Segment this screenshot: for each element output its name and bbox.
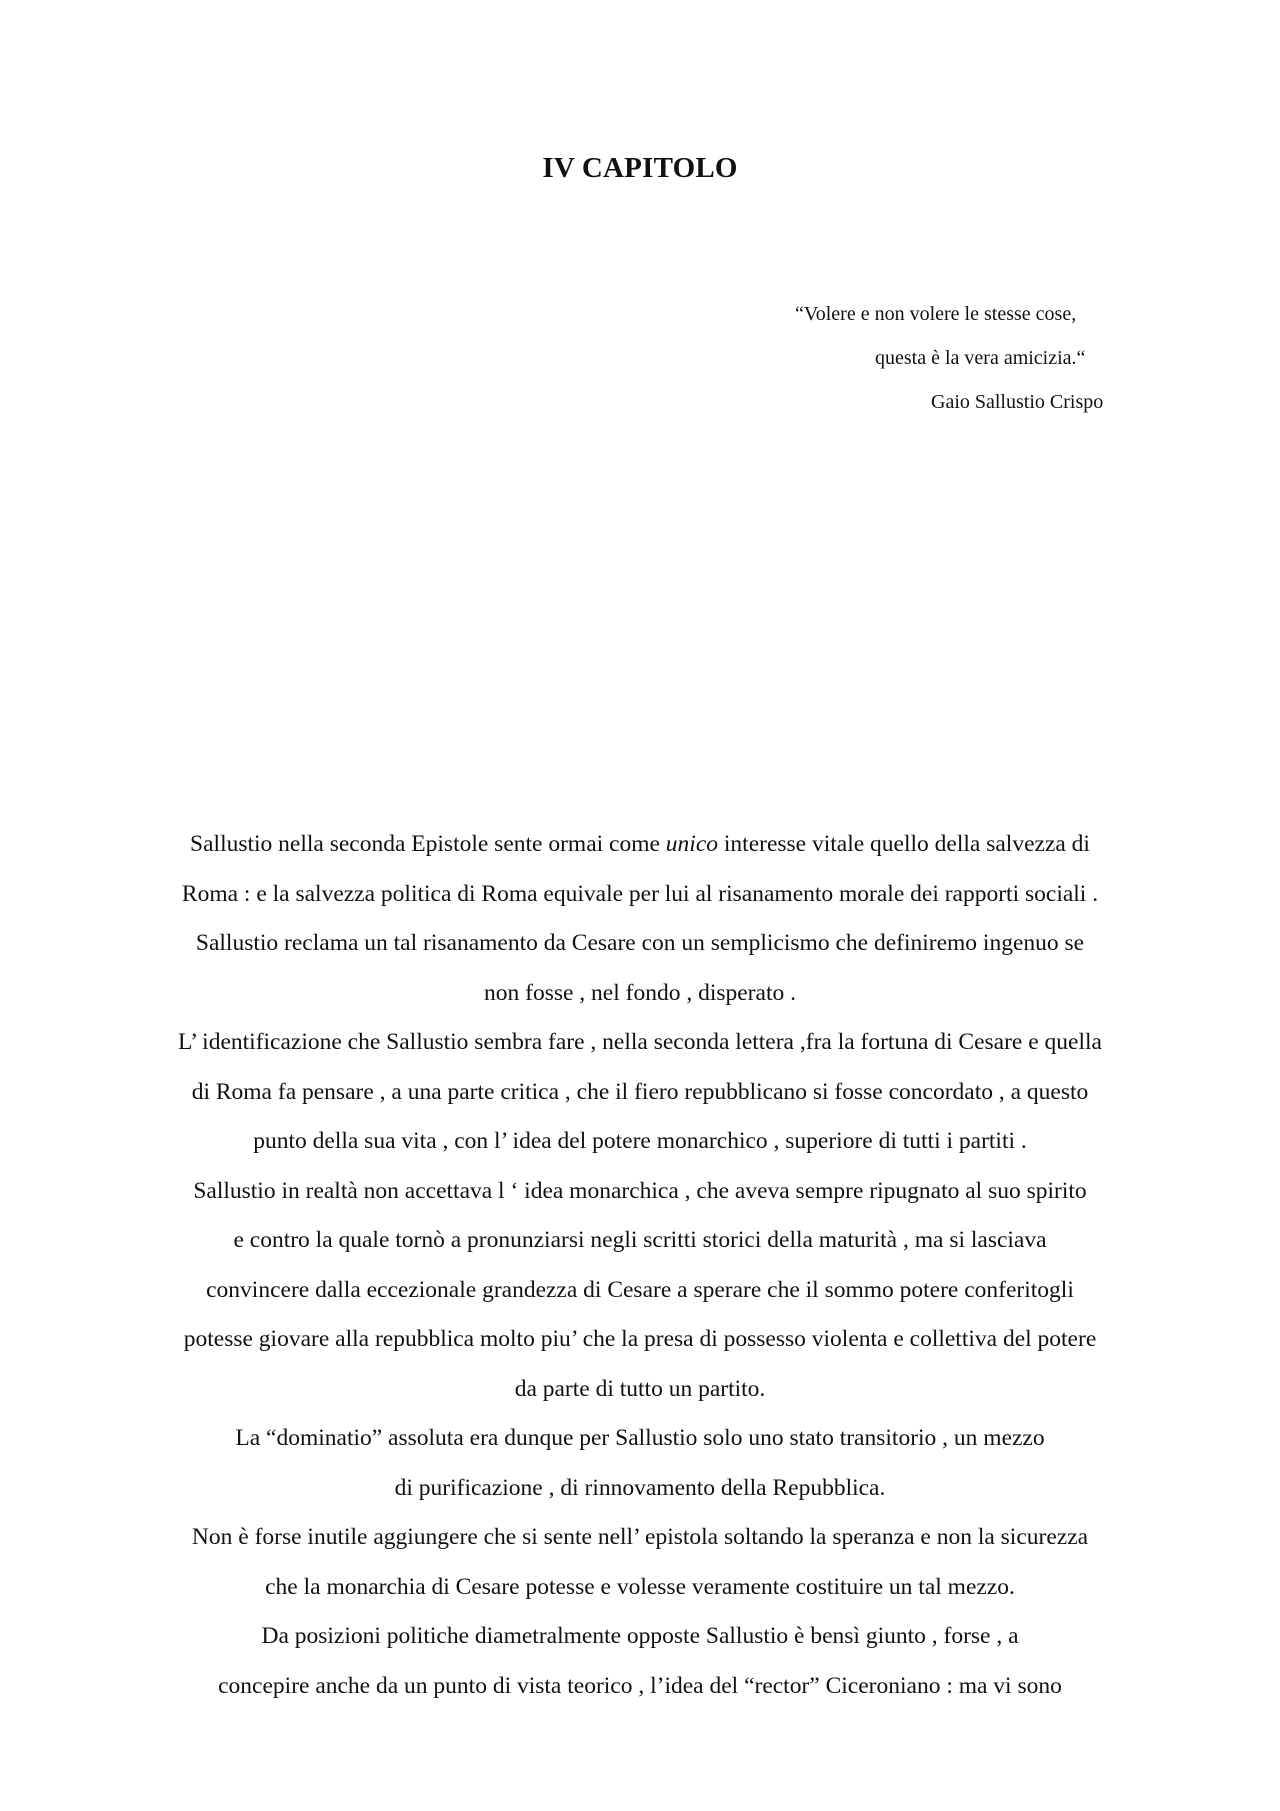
body-paragraph [120,820,1160,1711]
text-line: Da posizioni politiche diametralmente opposte Sallustio è bensì giunto , forse , a [261,1623,1019,1649]
epigraph-line-2: questa è la vera amicizia.“ [875,347,1086,369]
italic-word: unico [665,831,719,857]
text-line: non fosse , nel fondo , disperato . [484,979,796,1006]
text-line: Roma : e la salvezza politica di Roma equivale per lui al risanamento morale dei rapporti sociali . [181,880,1099,907]
text-line: L’ identificazione che Sallustio sembra fare , nella seconda lettera ,fra la fortuna di Cesare e quella [178,1029,1102,1055]
text-line: potesse giovare alla repubblica molto piu’ che la presa di possesso violenta e collettiva del potere [183,1326,1097,1352]
text-line: concepire anche da un punto di vista teorico , l’idea del “rector” Ciceroniano : ma vi sono [218,1672,1062,1699]
text-line: Non è forse inutile aggiungere che si sente nell’ epistola soltando la speranza e non la sicurezza [191,1524,1089,1550]
text-line: La “dominatio” assoluta era dunque per Sallustio solo uno stato transitorio , un mezzo [235,1425,1045,1451]
text-line: Sallustio nella seconda Epistole sente ormai come unico interesse vitale quello della salvezza di [190,831,1090,857]
text-line: da parte di tutto un partito. [514,1375,766,1402]
text-line: e contro la quale tornò a pronunziarsi negli scritti storici della maturità , ma si lasciava [233,1227,1047,1253]
chapter-title: IV CAPITOLO [542,152,738,184]
epigraph-line-1: “Volere e non volere le stesse cose, [795,303,1077,325]
text-line: che la monarchia di Cesare potesse e volesse veramente costituire un tal mezzo. [265,1573,1015,1600]
text-line: di Roma fa pensare , a una parte critica , che il fiero repubblicano si fosse concordato , a questo [191,1078,1089,1105]
text-line: punto della sua vita , con l’ idea del potere monarchico , superiore di tutti i partiti . [253,1128,1027,1154]
text-line: di purificazione , di rinnovamento della Repubblica. [394,1474,886,1501]
epigraph-author: Gaio Sallustio Crispo [931,391,1104,413]
text-line: Sallustio reclama un tal risanamento da Cesare con un semplicismo che definiremo ingenuo se [195,930,1085,956]
text-line: Sallustio in realtà non accettava l ‘ idea monarchica , che aveva sempre ripugnato al suo spirito [193,1177,1087,1204]
text-line: convincere dalla eccezionale grandezza di Cesare a sperare che il sommo potere conferitogli [206,1276,1074,1303]
